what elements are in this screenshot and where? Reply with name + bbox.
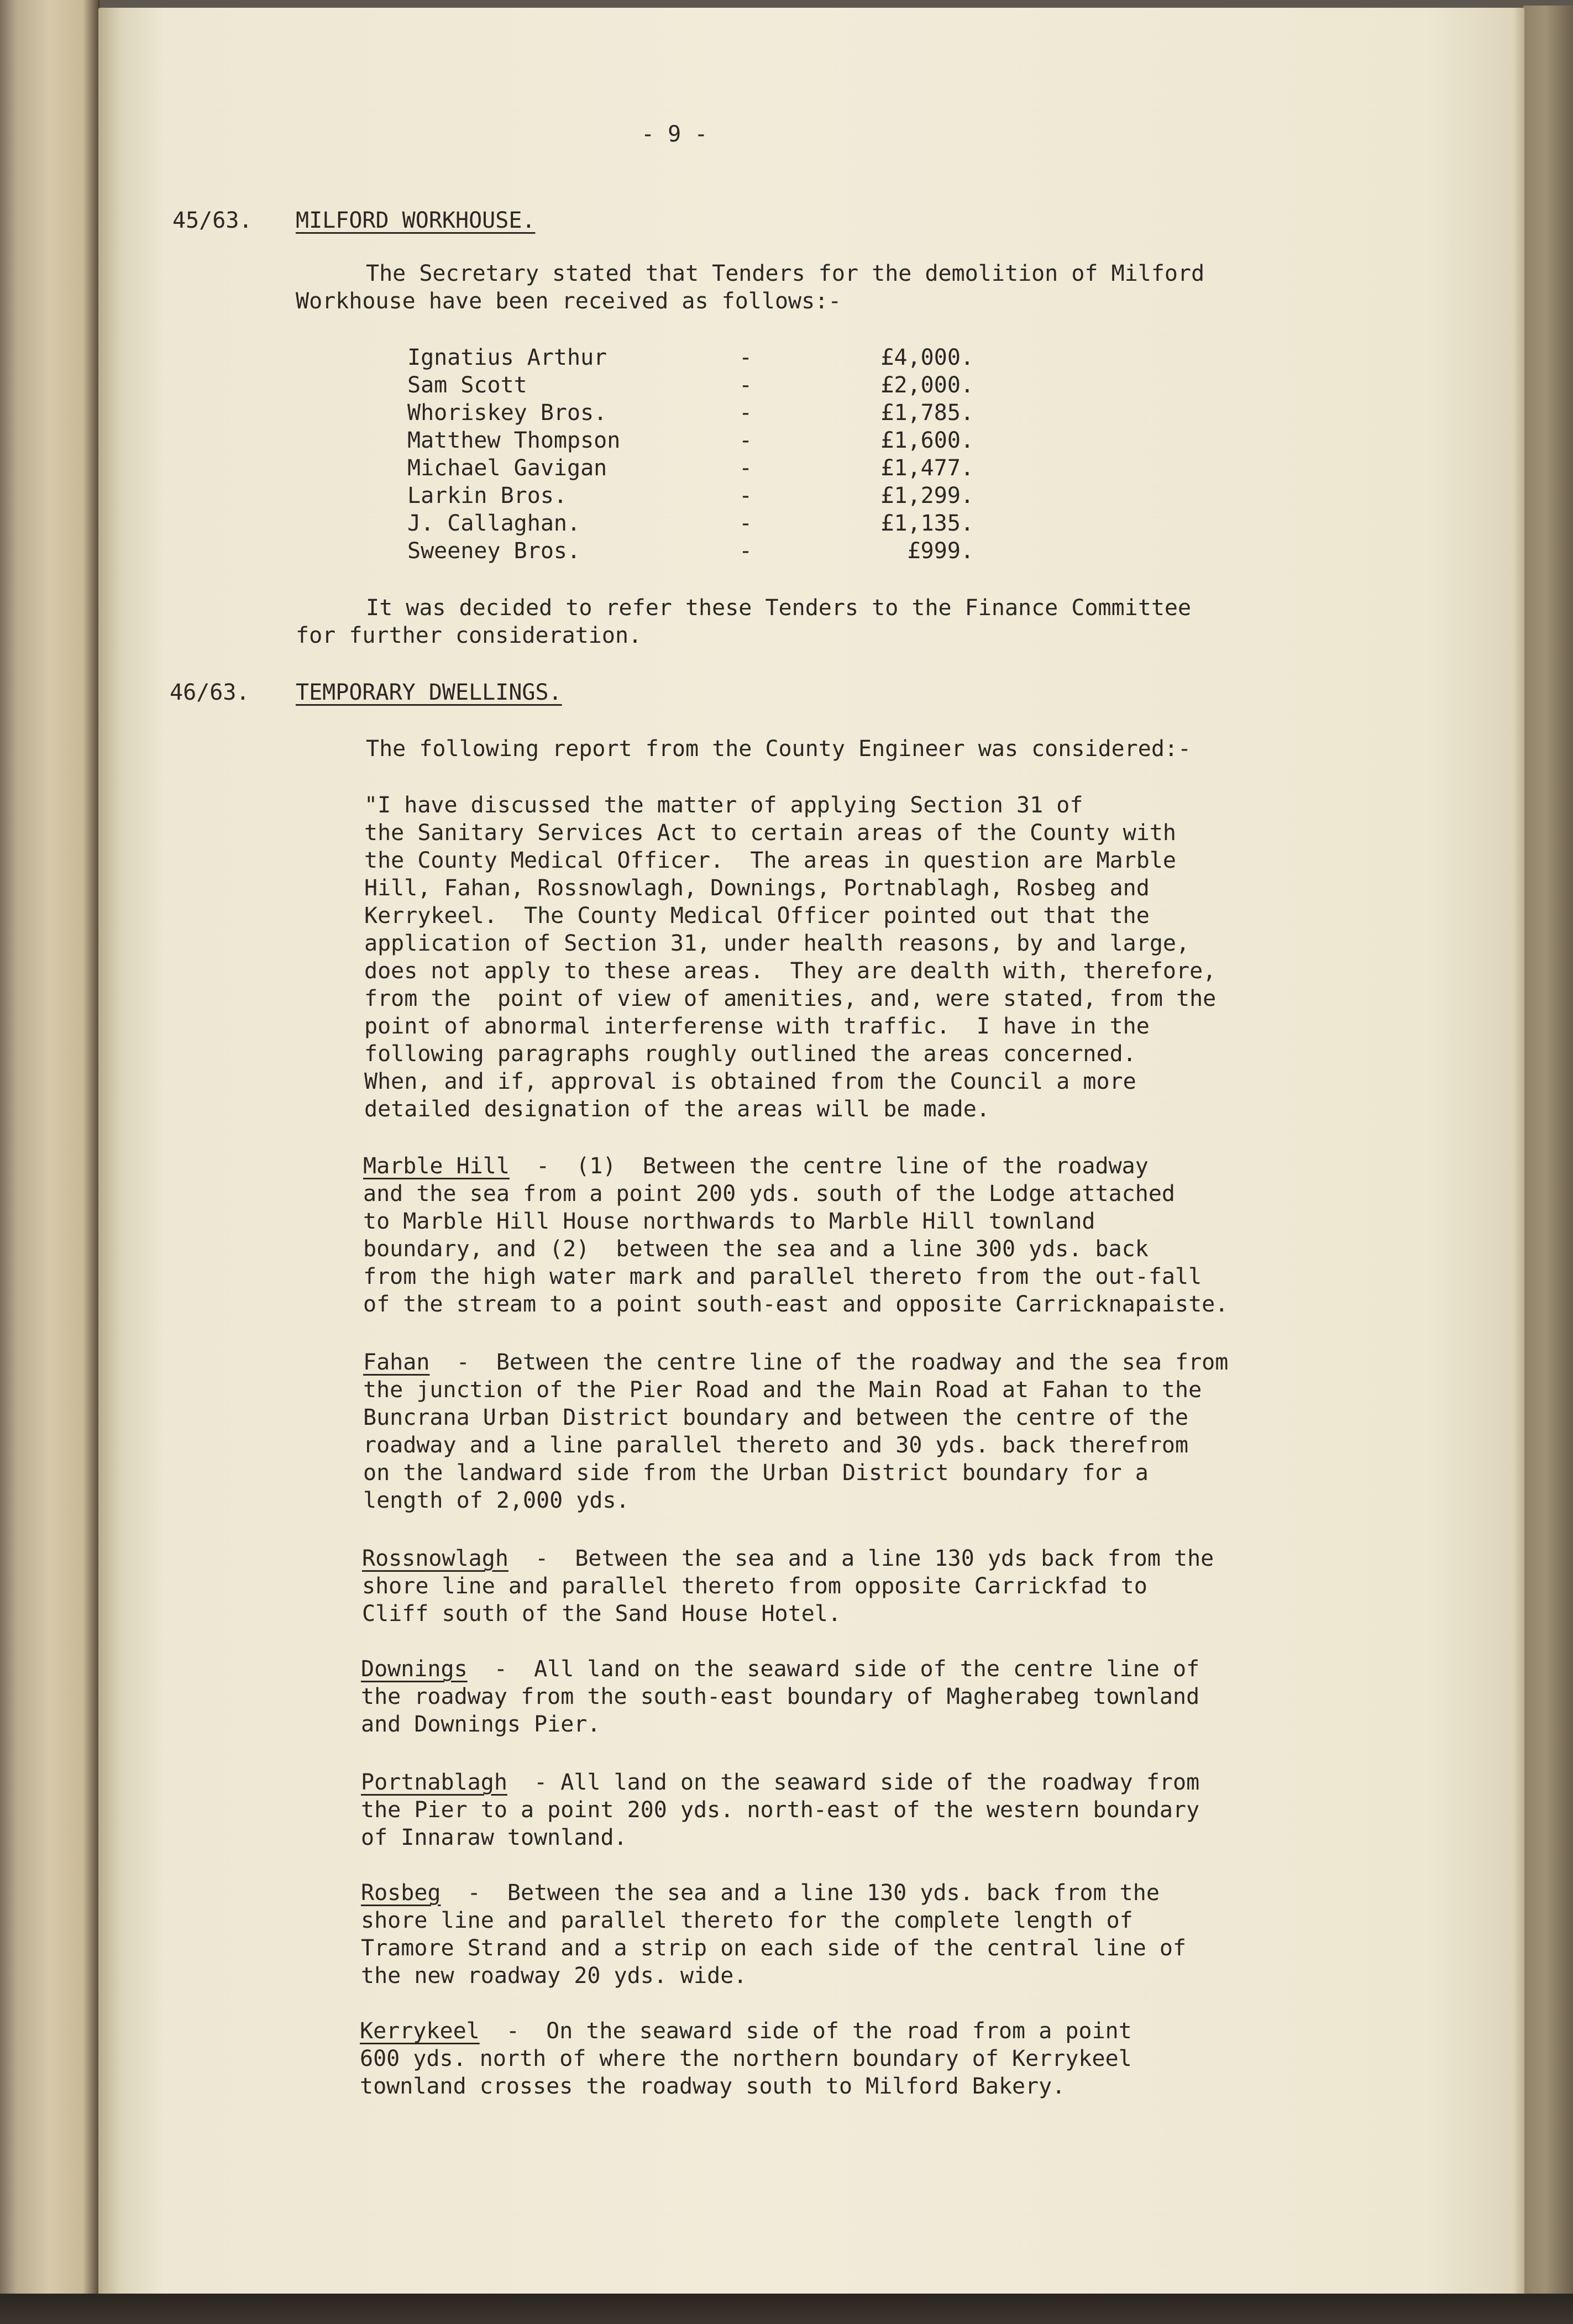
minute-number-46: 46/63. (170, 680, 250, 705)
area-line: roadway and a line parallel thereto and 30 yds. back therefrom (363, 1433, 1189, 1458)
area-line: on the landward side from the Urban District boundary for a (363, 1460, 1149, 1486)
tender-amount: £1,600. (880, 428, 974, 453)
area-name: Portnablagh (361, 1770, 507, 1795)
area-line: of the stream to a point south-east and opposite Carricknapaiste. (363, 1292, 1229, 1317)
area-name: Rossnowlagh (362, 1546, 508, 1571)
tender-name: Sweeney Bros. (407, 538, 581, 564)
area-line: Tramore Strand and a strip on each side of the central line of (361, 1935, 1187, 1961)
minute-number-45: 45/63. (172, 208, 253, 233)
tender-amount: £1,299. (880, 483, 974, 508)
tender-amount: £2,000. (880, 373, 974, 398)
tender-name: J. Callaghan. (407, 511, 581, 536)
area-name: Marble Hill (363, 1153, 510, 1179)
quote-line: Kerrykeel. The County Medical Officer pointed out that the (364, 903, 1150, 928)
tender-name: Sam Scott (407, 373, 527, 398)
report-intro: The following report from the County Engineer was considered:- (366, 736, 1192, 762)
quote-line: detailed designation of the areas will be made. (364, 1097, 990, 1122)
area-line: townland crosses the roadway south to Milford Bakery. (360, 2074, 1066, 2099)
area-line: Cliff south of the Sand House Hotel. (362, 1601, 841, 1627)
book-binding (0, 0, 99, 2324)
heading-milford-workhouse: MILFORD WORKHOUSE. (296, 208, 536, 233)
area-line: Buncrana Urban District boundary and between the centre of the (363, 1405, 1189, 1430)
area-first-line: - Between the sea and a line 130 yds. back from the (441, 1880, 1160, 1906)
area-line: the Pier to a point 200 yds. north-east of the western boundary (361, 1797, 1200, 1823)
area-line: and Downings Pier. (361, 1712, 601, 1737)
tender-dash: - (739, 345, 753, 370)
tender-dash: - (739, 455, 753, 481)
area-first-line: - Between the centre line of the roadway and the sea from (429, 1350, 1229, 1375)
area-line: shore line and parallel thereto for the complete length of (361, 1908, 1133, 1933)
quote-line: does not apply to these areas. They are dealth with, therefore, (364, 958, 1217, 984)
page-stack-edge (1523, 6, 1573, 2305)
tender-amount: £1,135. (880, 511, 974, 536)
area-first-line: - On the seaward side of the road from a point (479, 2018, 1132, 2044)
area-first-line: - All land on the seaward side of the roadway from (507, 1770, 1200, 1795)
quote-line: point of abnormal interferense with traffic. I have in the (364, 1014, 1150, 1039)
area-line: from the high water mark and parallel thereto from the out-fall (363, 1264, 1202, 1289)
quote-line: Hill, Fahan, Rossnowlagh, Downings, Portnablagh, Rosbeg and (364, 875, 1150, 901)
scan-bottom-edge (0, 2294, 1573, 2324)
area-line: of Innaraw townland. (361, 1825, 627, 1850)
area-line: to Marble Hill House northwards to Marble Hill townland (363, 1209, 1095, 1234)
area-line: shore line and parallel thereto from opposite Carrickfad to (362, 1573, 1147, 1599)
quote-line: application of Section 31, under health reasons, by and large, (364, 931, 1190, 956)
area-line: 600 yds. north of where the northern boundary of Kerrykeel (360, 2046, 1132, 2071)
tender-name: Matthew Thompson (407, 428, 621, 453)
tender-name: Ignatius Arthur (407, 345, 607, 370)
heading-temporary-dwellings: TEMPORARY DWELLINGS. (296, 680, 562, 705)
quote-line: following paragraphs roughly outlined the areas concerned. (364, 1041, 1136, 1067)
area-line: length of 2,000 yds. (363, 1488, 630, 1513)
area-name: Rosbeg (361, 1880, 441, 1906)
tender-dash: - (739, 483, 753, 508)
tender-amount: £1,477. (880, 455, 974, 481)
intro-line-1: The Secretary stated that Tenders for the demolition of Milford (366, 261, 1205, 286)
area-line: the junction of the Pier Road and the Main Road at Fahan to the (363, 1377, 1202, 1403)
page-number: - 9 - (641, 122, 708, 147)
tender-dash: - (739, 511, 753, 536)
tender-dash: - (739, 538, 753, 564)
tender-name: Michael Gavigan (407, 455, 607, 481)
tender-amount: £1,785. (880, 400, 974, 426)
tender-dash: - (739, 373, 753, 398)
quote-line: "I have discussed the matter of applying Section 31 of (364, 793, 1083, 818)
quote-line: the County Medical Officer. The areas in question are Marble (364, 848, 1177, 873)
area-first-line: - (1) Between the centre line of the roadway (509, 1153, 1149, 1179)
intro-line-2: Workhouse have been received as follows:- (296, 288, 842, 314)
area-name: Fahan (363, 1350, 430, 1375)
tender-dash: - (739, 400, 753, 426)
area-line: boundary, and (2) between the sea and a line 300 yds. back (363, 1236, 1149, 1262)
quote-line: from the point of view of amenities, and, were stated, from the (364, 986, 1217, 1011)
area-first-line: - Between the sea and a line 130 yds back from the (508, 1546, 1214, 1571)
quote-line: When, and if, approval is obtained from the Council a more (364, 1069, 1136, 1094)
tender-amount: £999. (907, 538, 974, 564)
area-line: the roadway from the south-east boundary of Magherabeg townland (361, 1684, 1200, 1709)
tender-name: Whoriskey Bros. (407, 400, 607, 426)
area-name: Downings (361, 1656, 468, 1682)
tender-amount: £4,000. (880, 345, 974, 370)
tender-name: Larkin Bros. (407, 483, 567, 508)
decision-line-1: It was decided to refer these Tenders to the Finance Committee (366, 595, 1192, 621)
area-line: and the sea from a point 200 yds. south of the Lodge attached (363, 1181, 1176, 1206)
area-name: Kerrykeel (360, 2018, 480, 2044)
area-line: the new roadway 20 yds. wide. (361, 1963, 747, 1989)
decision-line-2: for further consideration. (296, 623, 642, 648)
area-first-line: - All land on the seaward side of the centre line of (467, 1656, 1200, 1682)
tender-dash: - (739, 428, 753, 453)
quote-line: the Sanitary Services Act to certain areas of the County with (364, 820, 1177, 846)
